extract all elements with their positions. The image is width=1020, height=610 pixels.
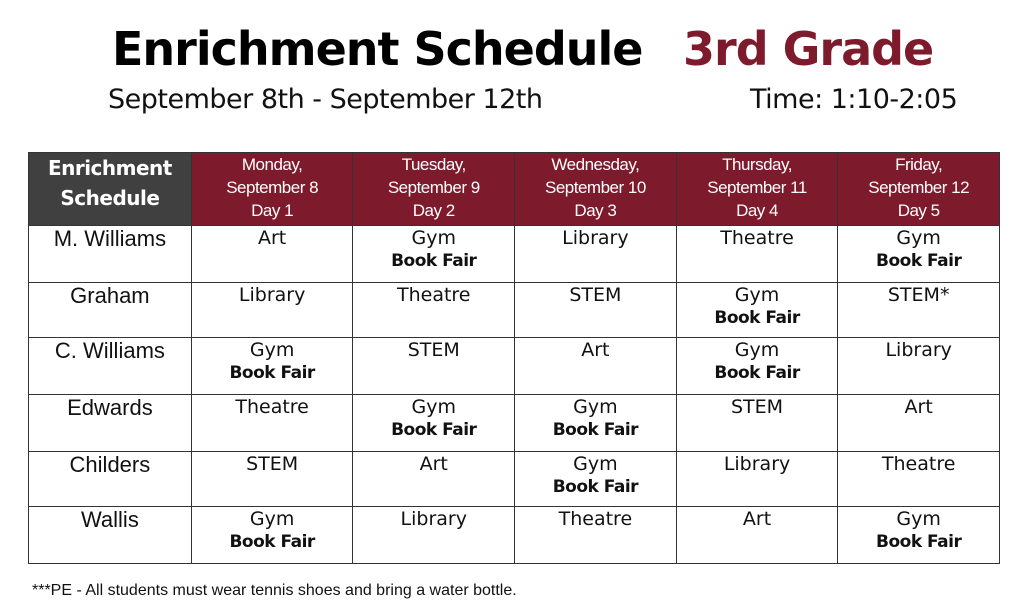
schedule-cell [515, 395, 677, 452]
day-number: Day 5 [897, 201, 940, 220]
grade-label: 3rd Grade [683, 22, 934, 76]
day-name: Thursday, [722, 155, 792, 174]
date-range: September 8th - September 12th [108, 84, 543, 115]
event-label: Book Fair [714, 308, 800, 328]
corner-line-2: Schedule [60, 186, 160, 210]
day-header-tuesday [353, 153, 515, 226]
day-name: Wednesday, [551, 155, 640, 174]
day-number: Day 3 [574, 201, 617, 220]
activity: Gym [411, 396, 456, 418]
day-date: September 9 [387, 178, 480, 197]
schedule-cell [191, 395, 353, 452]
schedule-cell [353, 507, 515, 564]
table-row [29, 395, 1000, 452]
activity: Theatre [720, 227, 794, 249]
schedule-cell [191, 507, 353, 564]
corner-header [29, 153, 192, 226]
corner-line-1: Enrichment [47, 156, 172, 180]
schedule-cell [676, 226, 838, 283]
activity: Gym [573, 453, 618, 475]
teacher-name: C. Williams [29, 338, 192, 395]
header-row [29, 153, 1000, 226]
event-label: Book Fair [229, 532, 315, 552]
schedule-cell [515, 283, 677, 338]
activity: Gym [734, 284, 780, 306]
activity: Gym [249, 508, 295, 530]
schedule-cell [191, 226, 353, 283]
table-row [29, 226, 1000, 283]
day-name: Friday, [895, 155, 943, 174]
day-name: Monday, [241, 155, 303, 174]
schedule-cell [353, 452, 515, 507]
activity: Gym [411, 227, 456, 249]
activity: Library [885, 339, 952, 361]
table-row [29, 338, 1000, 395]
teacher-name: M. Williams [29, 226, 192, 283]
activity: Art [581, 339, 610, 361]
event-label: Book Fair [876, 532, 962, 552]
schedule-cell [353, 226, 515, 283]
activity: STEM* [887, 284, 950, 306]
teacher-name: Childers [29, 452, 192, 507]
activity: Theatre [881, 453, 956, 475]
day-date: September 11 [707, 178, 807, 197]
event-label: Book Fair [391, 251, 477, 271]
schedule-cell [838, 283, 1000, 338]
teacher-name: Graham [29, 283, 192, 338]
time-range: Time: 1:10-2:05 [750, 84, 958, 115]
activity: Library [400, 508, 467, 530]
teacher-name: Edwards [29, 395, 192, 452]
schedule-cell [515, 452, 677, 507]
schedule-cell [191, 338, 353, 395]
activity: Gym [896, 227, 941, 249]
schedule-table [28, 152, 1000, 564]
event-label: Book Fair [552, 420, 639, 440]
schedule-cell [838, 507, 1000, 564]
schedule-cell [676, 507, 838, 564]
activity: STEM [407, 339, 460, 361]
page-title: Enrichment Schedule [112, 22, 643, 76]
table-row [29, 452, 1000, 507]
schedule-cell [676, 338, 838, 395]
teacher-name: Wallis [29, 507, 192, 564]
schedule-cell [191, 452, 353, 507]
day-number: Day 4 [736, 201, 778, 220]
activity: STEM [246, 453, 299, 475]
schedule-cell [838, 452, 1000, 507]
day-header-wednesday [515, 153, 677, 226]
activity: Library [723, 453, 791, 475]
schedule-cell [515, 507, 677, 564]
table-row [29, 283, 1000, 338]
activity: Art [742, 508, 772, 530]
activity: Art [419, 453, 448, 475]
day-number: Day 2 [412, 201, 455, 220]
day-number: Day 1 [251, 201, 294, 220]
schedule-cell [353, 283, 515, 338]
day-date: September 8 [226, 178, 319, 197]
day-header-thursday [676, 153, 838, 226]
day-name: Tuesday, [401, 155, 466, 174]
schedule-cell [515, 338, 677, 395]
schedule-cell [676, 452, 838, 507]
activity: Gym [573, 396, 618, 418]
event-label: Book Fair [229, 363, 315, 383]
activity: Theatre [558, 508, 633, 530]
schedule-cell [838, 226, 1000, 283]
schedule-cell [191, 283, 353, 338]
day-header-monday [191, 153, 353, 226]
activity: Theatre [235, 396, 309, 418]
activity: Gym [249, 339, 295, 361]
activity: Art [904, 396, 933, 418]
day-date: September 10 [544, 178, 646, 197]
activity: Gym [896, 508, 941, 530]
event-label: Book Fair [391, 420, 477, 440]
schedule-cell [353, 395, 515, 452]
schedule-cell [676, 283, 838, 338]
event-label: Book Fair [552, 477, 639, 497]
activity: STEM [730, 396, 784, 418]
table-row [29, 507, 1000, 564]
activity: Gym [734, 339, 780, 361]
schedule-cell [353, 338, 515, 395]
event-label: Book Fair [714, 363, 800, 383]
schedule-cell [676, 395, 838, 452]
activity: Library [238, 284, 306, 306]
schedule-cell [515, 226, 677, 283]
schedule-cell [838, 395, 1000, 452]
day-date: September 12 [868, 178, 970, 197]
schedule-cell [838, 338, 1000, 395]
activity: Art [257, 227, 287, 249]
activity: Library [562, 227, 629, 249]
event-label: Book Fair [876, 251, 962, 271]
footnote: ***PE - All students must wear tennis shoes and bring a water bottle. [32, 582, 517, 599]
activity: STEM [569, 284, 622, 306]
day-header-friday [838, 153, 1000, 226]
activity: Theatre [396, 284, 471, 306]
